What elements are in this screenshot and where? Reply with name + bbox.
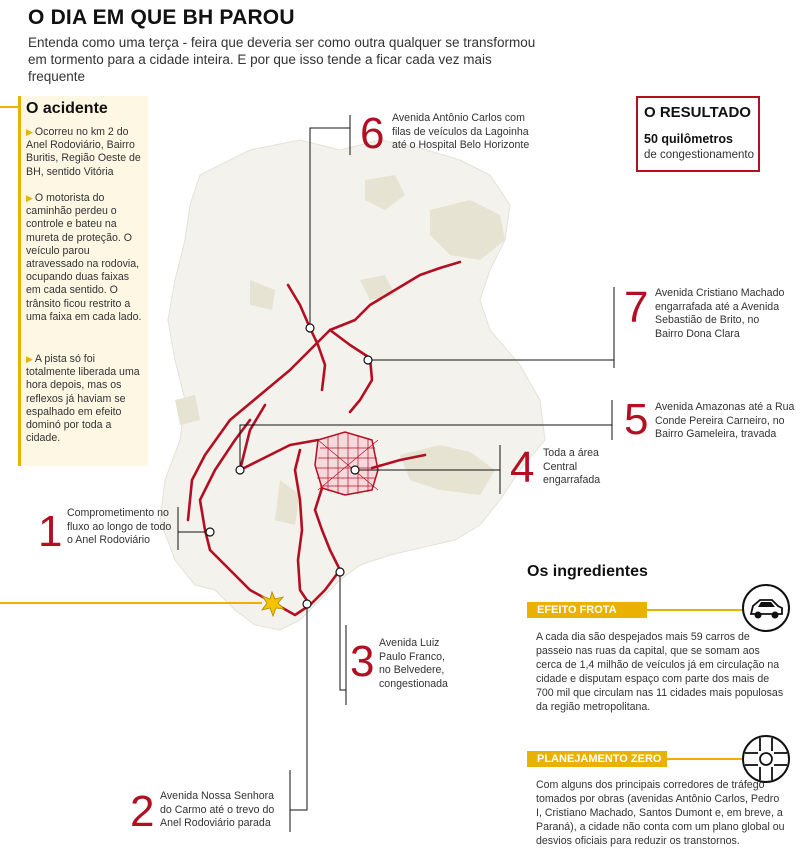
accident-bullet: ▶ A pista só foi totalmente liberada uma hora depois, mas os reflexos já haviam se espalhado em efeito dominó por toda a cidade.	[26, 353, 140, 445]
point-marker-4	[351, 466, 359, 474]
accident-bullet: ▶ O motorista do caminhão perdeu o controle e bateu na mureta de proteção. O veículo parou atravessado na rodovia, ocupando duas faixas em cada sentido. O trânsito ficou restrito a uma faixa em cada lado.	[26, 192, 142, 323]
point-number-4: 4	[510, 443, 535, 492]
point-marker-1	[206, 528, 214, 536]
point-marker-6	[306, 324, 314, 332]
point-number-1: 1	[38, 507, 63, 556]
accident-bullet: ▶ Ocorreu no km 2 do Anel Rodoviário, Bairro Buritis, Região Oeste de BH, sentido Vitória	[26, 126, 141, 178]
accident-panel	[18, 96, 148, 466]
ingredients-title: Os ingredientes	[527, 563, 648, 580]
accent-line	[647, 609, 747, 611]
ingredient-text-frota: A cada dia são despejados mais 59 carros de passeio nas ruas da capital, que se somam aos cerca de 1,4 milhão de veículos já em circulação na cidade e disputam espaço com parte dos mais de 700 mil que circulam nas 11 cidades mais populosas da região metropolitana.	[536, 631, 784, 713]
point-marker-3	[336, 568, 344, 576]
arrow-right-icon: ▶	[26, 193, 33, 203]
point-marker-5	[236, 466, 244, 474]
result-description: de congestionamento	[644, 149, 754, 161]
accident-title: O acidente	[26, 100, 108, 117]
result-box	[636, 96, 760, 172]
point-label-6: Avenida Antônio Carlos com filas de veículos da Lagoinha até o Hospital Belo Horizonte	[392, 112, 530, 151]
point-number-2: 2	[130, 787, 155, 836]
result-title: O RESULTADO	[644, 104, 751, 121]
accent-bar	[18, 96, 21, 466]
point-label-1: Comprometimento no fluxo ao longo de todo o Anel Rodoviário	[67, 507, 172, 546]
point-marker-2	[303, 600, 311, 608]
point-label-5: Avenida Amazonas até a Rua Conde Pereira Carneiro, no Bairro Gameleira, travada	[655, 401, 795, 440]
ingredient-label-planejamento: PLANEJAMENTO ZERO	[527, 751, 667, 767]
accent-line	[667, 758, 747, 760]
point-marker-7	[364, 356, 372, 364]
ingredient-text-planejamento: Com alguns dos principais corredores de tráfego tomados por obras (avenidas Antônio Carlos, Pedro I, Cristiano Machado, Santos Dumont e, em breve, a Paraná), a cidade não conta com um plano global ou desvios oficiais para reduzir os transtornos.	[536, 779, 785, 847]
page-subtitle: Entenda como uma terça - feira que deveria ser como outra qualquer se transformou em tormento para a cidade inteira. E por que isso tende a ficar cada vez mais frequente	[28, 35, 536, 84]
point-number-5: 5	[624, 395, 649, 444]
ingredient-label-frota: EFEITO FROTA	[527, 602, 647, 618]
point-label-4: Toda a área Central engarrafada	[543, 447, 601, 486]
point-label-3: Avenida Luiz Paulo Franco, no Belvedere, congestionada	[379, 637, 448, 690]
result-value: 50 quilômetros	[644, 132, 733, 146]
accent-line	[0, 106, 18, 108]
point-number-7: 7	[624, 283, 649, 332]
arrow-right-icon: ▶	[26, 127, 33, 137]
page-title: O DIA EM QUE BH PAROU	[28, 6, 295, 29]
point-label-7: Avenida Cristiano Machado engarrafada até a Avenida Sebastião de Brito, no Bairro Dona Clara	[655, 287, 785, 340]
leader-line-3	[340, 572, 346, 690]
point-number-6: 6	[360, 109, 385, 158]
arrow-right-icon: ▶	[26, 354, 33, 364]
central-area	[315, 432, 378, 495]
leader-line-2	[290, 604, 307, 810]
point-label-2: Avenida Nossa Senhora do Carmo até o trevo do Anel Rodoviário parada	[160, 790, 275, 829]
point-number-3: 3	[350, 637, 375, 686]
